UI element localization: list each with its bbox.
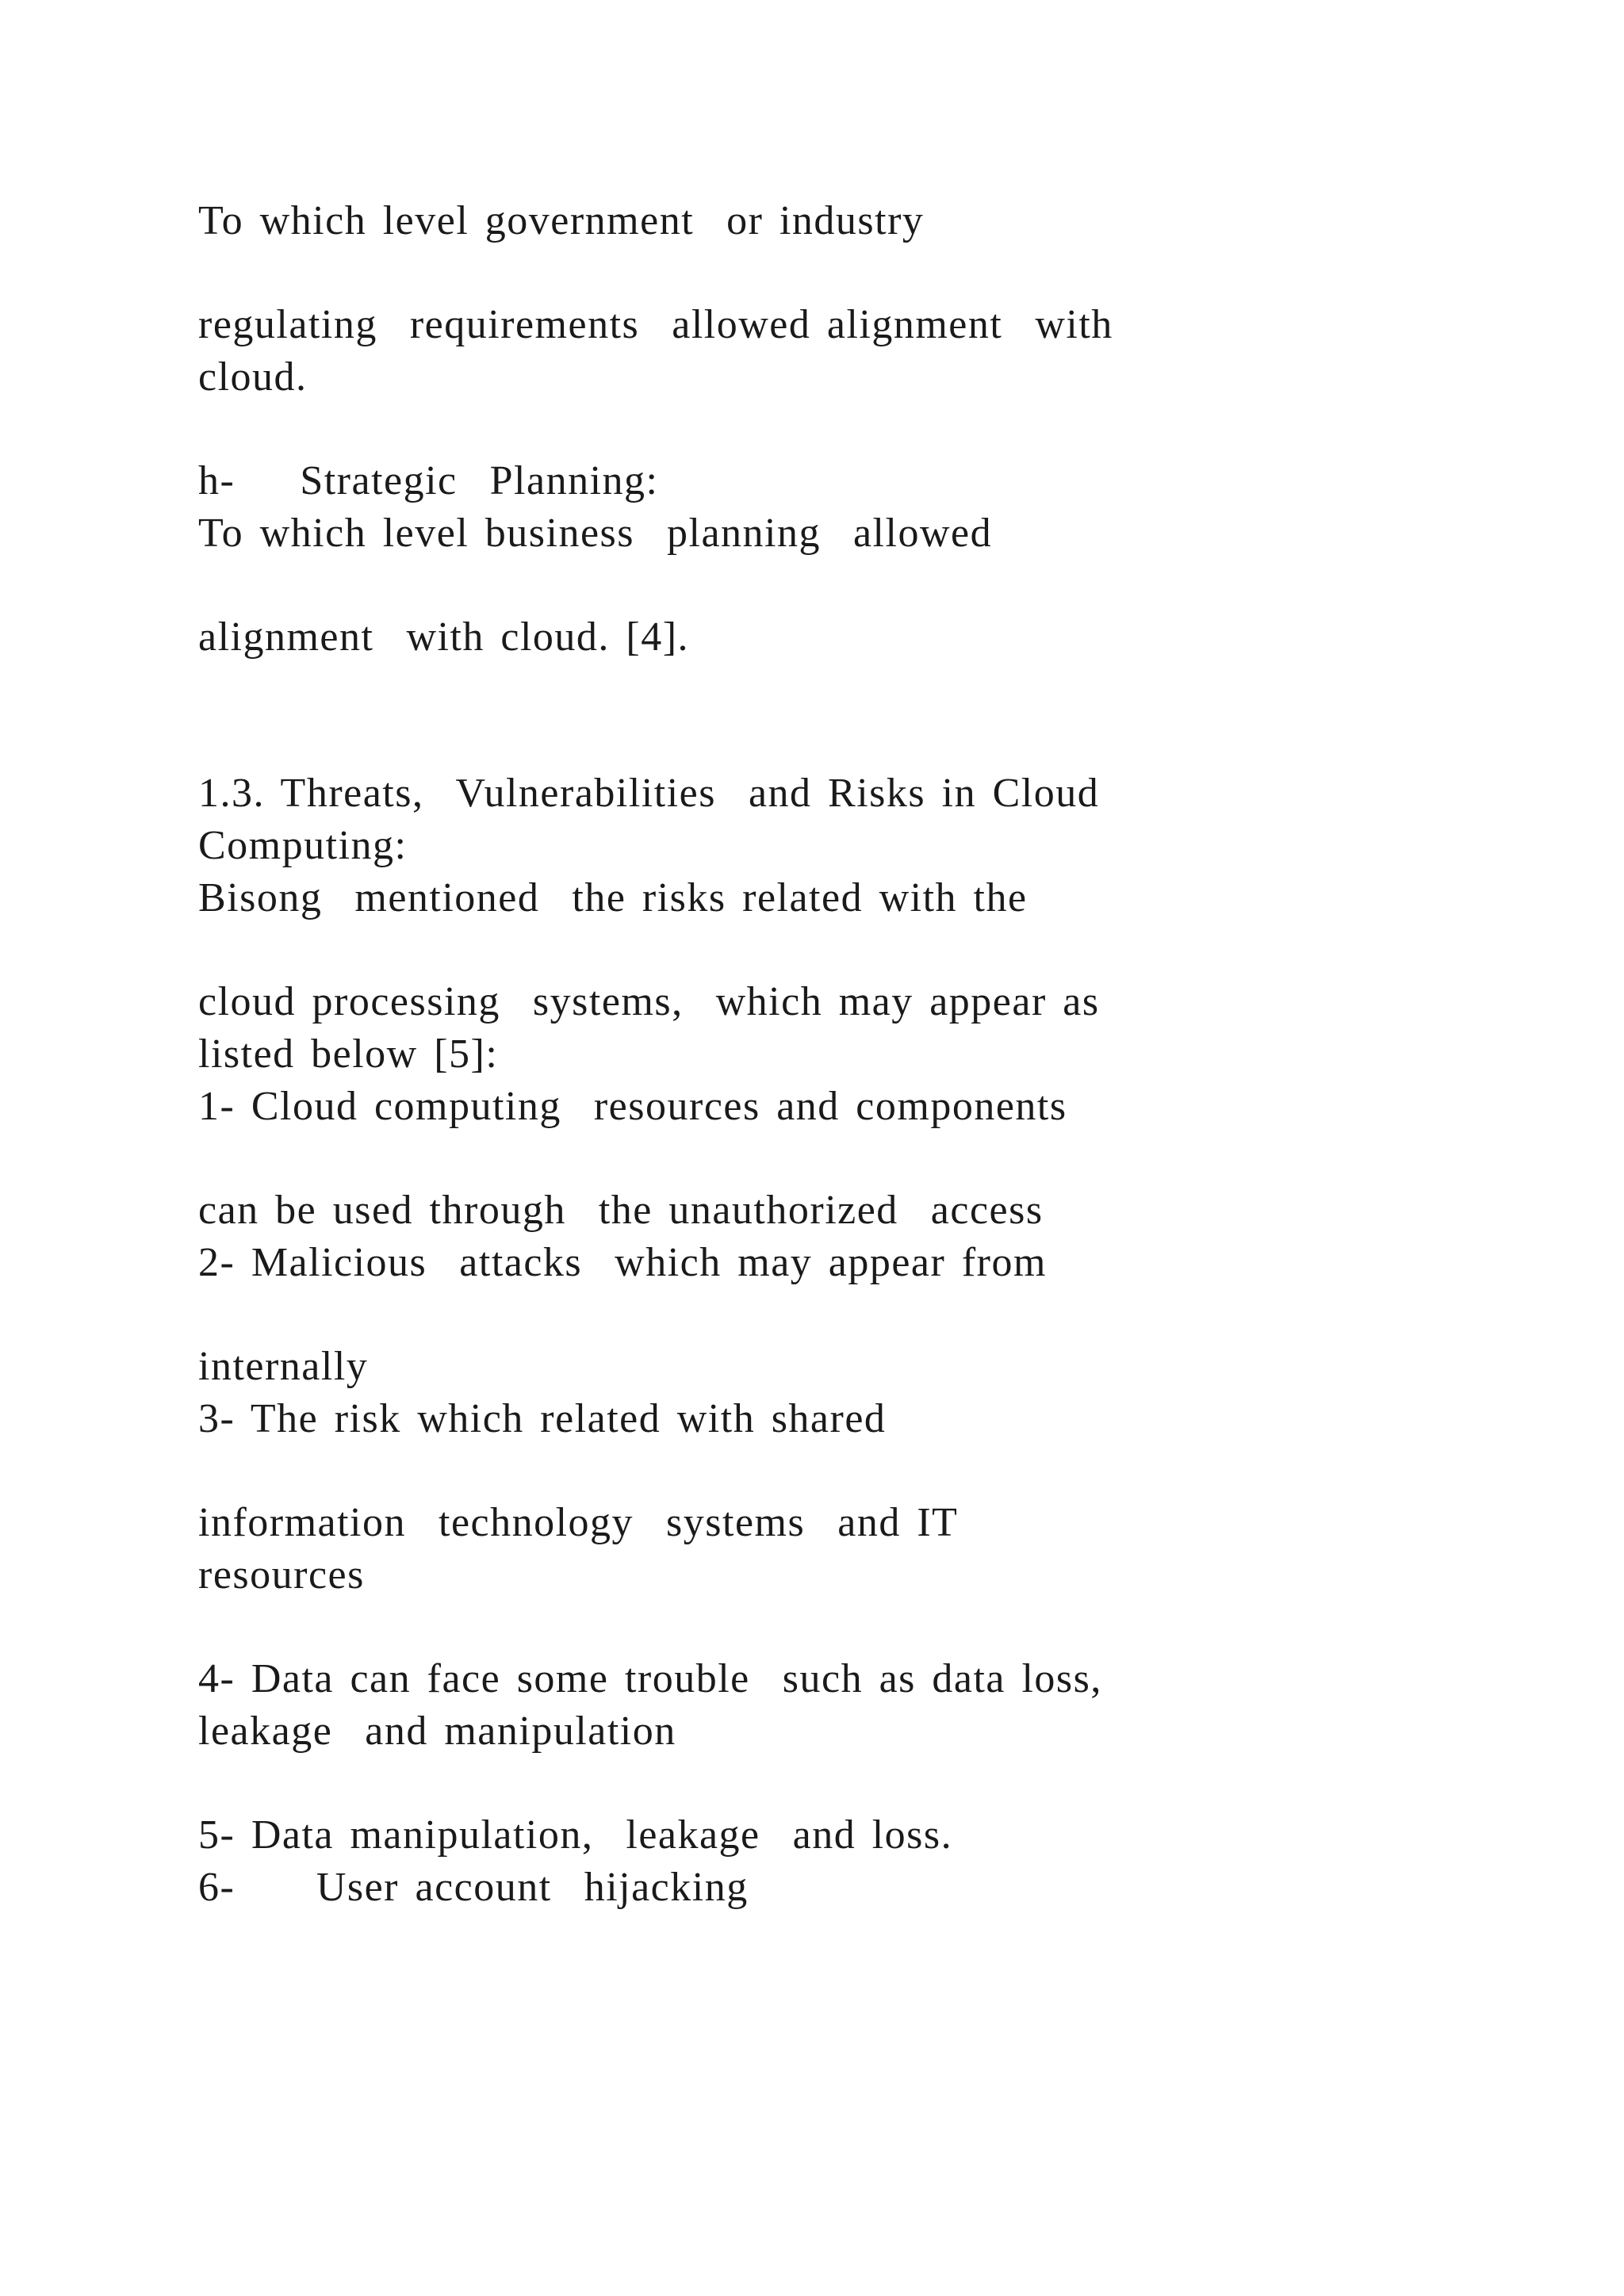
list-item: 4- Data can face some trouble such as data loss, [198,1656,1102,1701]
list-item: 3- The risk which related with shared [198,1396,887,1441]
text-line: listed below [5]: [198,1031,499,1077]
text-line: regulating requirements allowed alignment with [198,302,1113,347]
list-item: information technology systems and IT [198,1500,959,1545]
list-item: 6- User account hijacking [198,1865,749,1910]
section-heading: Computing: [198,823,408,868]
list-item: leakage and manipulation [198,1709,676,1754]
list-item: 5- Data manipulation, leakage and loss. [198,1812,953,1858]
list-item: 1- Cloud computing resources and components [198,1084,1067,1129]
text-line: Bisong mentioned the risks related with the [198,875,1028,920]
text-line: alignment with cloud. [4]. [198,614,690,660]
text-line: h- Strategic Planning: [198,458,659,503]
text-line: To which level business planning allowed [198,511,993,556]
list-item: resources [198,1552,365,1598]
section-heading: 1.3. Threats, Vulnerabilities and Risks in Cloud [198,771,1100,816]
list-item: internally [198,1344,369,1389]
list-item: 2- Malicious attacks which may appear from [198,1240,1047,1285]
text-line: cloud processing systems, which may appear as [198,979,1100,1024]
text-line: To which level government or industry [198,198,925,243]
list-item: can be used through the unauthorized access [198,1188,1044,1233]
text-line: cloud. [198,354,308,400]
